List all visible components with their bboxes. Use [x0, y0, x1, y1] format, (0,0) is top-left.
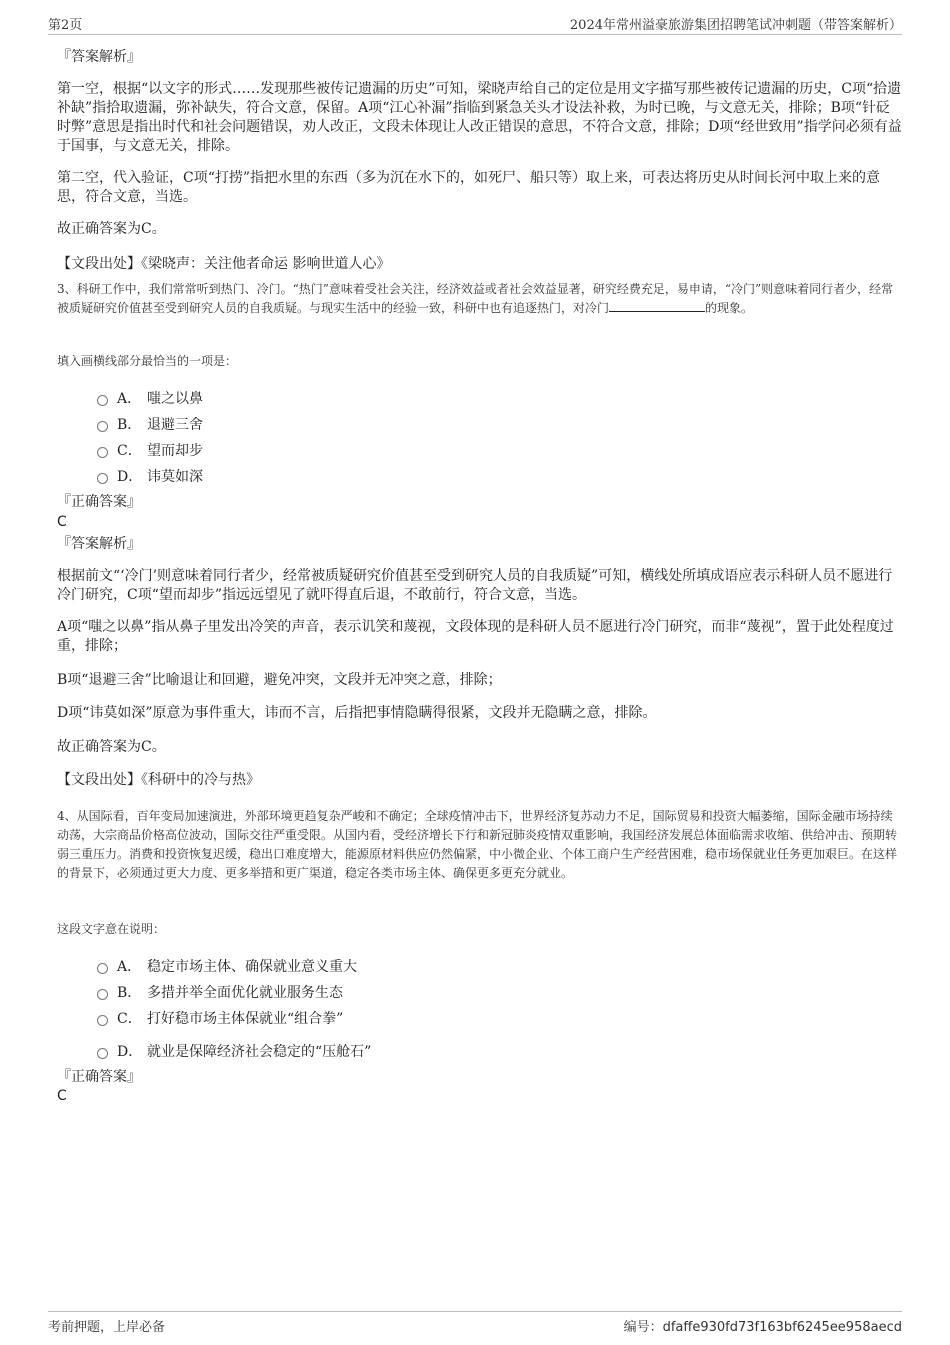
q4-stem: 4、从国际看，百年变局加速演进，外部环境更趋复杂严峻和不确定；全球疫情冲击下，世界经济复苏动力不足，国际贸易和投资大幅萎缩，国际金融市场持续动荡，大宗商品价格高位波动，国际交往严重受限。从国内看，受经济增长下行和新冠肺炎疫情双重影响，我国经济发展总体面临需求收缩、供给冲击、预期转弱三重压力。消费和投资恢复迟缓，稳出口难度增大，能源原材料供应仍然偏紧，中小微企业、个体工商户生产经营困难，稳市场保就业任务更加艰巨。在这样的背景下，必须通过更大力度、更多举措和更广渠道，稳定各类市场主体、确保更多更充分就业。	[57, 809, 898, 880]
option-text: 嗤之以鼻	[147, 391, 203, 407]
radio-icon[interactable]	[97, 395, 108, 406]
q3-conclusion: 故正确答案为C。	[57, 739, 166, 755]
q3-option-c[interactable]	[97, 440, 203, 460]
option-label: A．	[117, 959, 142, 975]
option-label: C．	[117, 443, 142, 459]
q4-prompt: 这段文字意在说明：	[57, 922, 166, 936]
option-text: 就业是保障经济社会稳定的“压舱石”	[147, 1044, 372, 1060]
q4-option-b[interactable]	[97, 982, 343, 1002]
q4-option-d[interactable]	[97, 1041, 371, 1061]
radio-icon[interactable]	[97, 447, 108, 458]
q3-analysis-p3: B项“退避三舍”比喻退让和回避，避免冲突，文段并无冲突之意，排除；	[57, 672, 502, 688]
q3-answer: C	[57, 514, 67, 530]
page-footer	[48, 1311, 902, 1335]
q4-option-a[interactable]	[97, 956, 357, 976]
q2-analysis-p1: 第一空，根据“以文字的形式……发现那些被传记遗漏的历史”可知，梁晓声给自己的定位是用文字描写那些被传记遗漏的历史，C项“拾遗补缺”指拾取遗漏，弥补缺失，符合文意，保留。A项“江心补漏”指临到紧急关头才设法补救，为时已晚，与文意无关，排除；B项“针砭时弊”意思是指出时代和社会问题错误，劝人改正，文段未体现让人改正错误的意思，不符合文意，排除；D项“经世致用”指学问必须有益于国事，与文意无关，排除。	[57, 81, 902, 154]
option-text: 讳莫如深	[147, 469, 203, 485]
radio-icon[interactable]	[97, 963, 108, 974]
q3-stem-text: 3、科研工作中，我们常常听到热门、冷门。“热门”意味着受社会关注，经济效益或者社会效益显著，研究经费充足，易申请，“冷门”则意味着同行者少，经常被质疑研究价值甚至受到研究人员的自我质疑。与现实生活中的经验一致，科研中也有追逐热门，对冷门	[57, 282, 894, 315]
footer-code: dfaffe930fd73f163bf6245ee958aecd	[662, 1320, 902, 1335]
option-text: 稳定市场主体、确保就业意义重大	[147, 959, 357, 975]
document-title: 2024年常州溢豪旅游集团招聘笔试冲刺题（带答案解析）	[569, 18, 902, 33]
q3-stem-end: 的现象。	[705, 301, 754, 315]
radio-icon[interactable]	[97, 1015, 108, 1026]
q4-answer: C	[57, 1088, 67, 1104]
footer-slogan: 考前押题，上岸必备	[48, 1320, 166, 1335]
q2-source: 【文段出处】《梁晓声：关注他者命运 影响世道人心》	[57, 256, 391, 272]
q2-analysis-label: 『答案解析』	[57, 49, 141, 65]
page-header	[48, 14, 902, 35]
q4-answer-label: 『正确答案』	[57, 1069, 141, 1085]
option-label: A．	[117, 391, 142, 407]
option-text: 打好稳市场主体保就业“组合拳”	[147, 1011, 344, 1027]
option-label: B．	[117, 985, 142, 1001]
q2-analysis-p2: 第二空，代入验证，C项“打捞”指把水里的东西（多为沉在水下的，如死尸、船只等）取上来，可表达将历史从时间长河中取上来的意思，符合文意，当选。	[57, 170, 881, 205]
q3-option-a[interactable]	[97, 388, 203, 408]
q3-prompt: 填入画横线部分最恰当的一项是：	[57, 354, 238, 368]
radio-icon[interactable]	[97, 1048, 108, 1059]
option-text: 多措并举全面优化就业服务生态	[147, 985, 343, 1001]
option-text: 望而却步	[147, 443, 203, 459]
radio-icon[interactable]	[97, 421, 108, 432]
q3-option-d[interactable]	[97, 466, 203, 486]
option-label: B．	[117, 417, 142, 433]
q3-blank	[609, 301, 705, 312]
option-label: D．	[117, 1044, 143, 1060]
q3-answer-label: 『正确答案』	[57, 494, 141, 510]
q3-analysis-label: 『答案解析』	[57, 536, 141, 552]
option-label: D．	[117, 469, 143, 485]
radio-icon[interactable]	[97, 473, 108, 484]
footer-code-label: 编号：	[623, 1320, 663, 1335]
radio-icon[interactable]	[97, 989, 108, 1000]
option-label: C．	[117, 1011, 142, 1027]
q4-option-c[interactable]	[97, 1008, 343, 1028]
q3-stem	[57, 280, 902, 318]
q3-option-b[interactable]	[97, 414, 203, 434]
footer-code-wrap	[624, 1316, 902, 1335]
q3-analysis-p4: D项“讳莫如深”原意为事件重大，讳而不言，后指把事情隐瞒得很紧，文段并无隐瞒之意，排除。	[57, 705, 657, 721]
q3-analysis-p1: 根据前文“‘冷门’则意味着同行者少，经常被质疑研究价值甚至受到研究人员的自我质疑”可知，横线处所填成语应表示科研人员不愿进行冷门研究，C项“望而却步”指远远望见了就吓得直后退，不敢前行，符合文意，当选。	[57, 568, 893, 603]
q2-conclusion: 故正确答案为C。	[57, 221, 166, 237]
option-text: 退避三舍	[147, 417, 203, 433]
q3-analysis-p2: A项“嗤之以鼻”指从鼻子里发出冷笑的声音，表示讥笑和蔑视，文段体现的是科研人员不愿进行冷门研究，而非“蔑视”，置于此处程度过重，排除；	[57, 619, 894, 654]
page-number: 第2页	[48, 18, 83, 33]
q3-source: 【文段出处】《科研中的冷与热》	[57, 772, 260, 788]
